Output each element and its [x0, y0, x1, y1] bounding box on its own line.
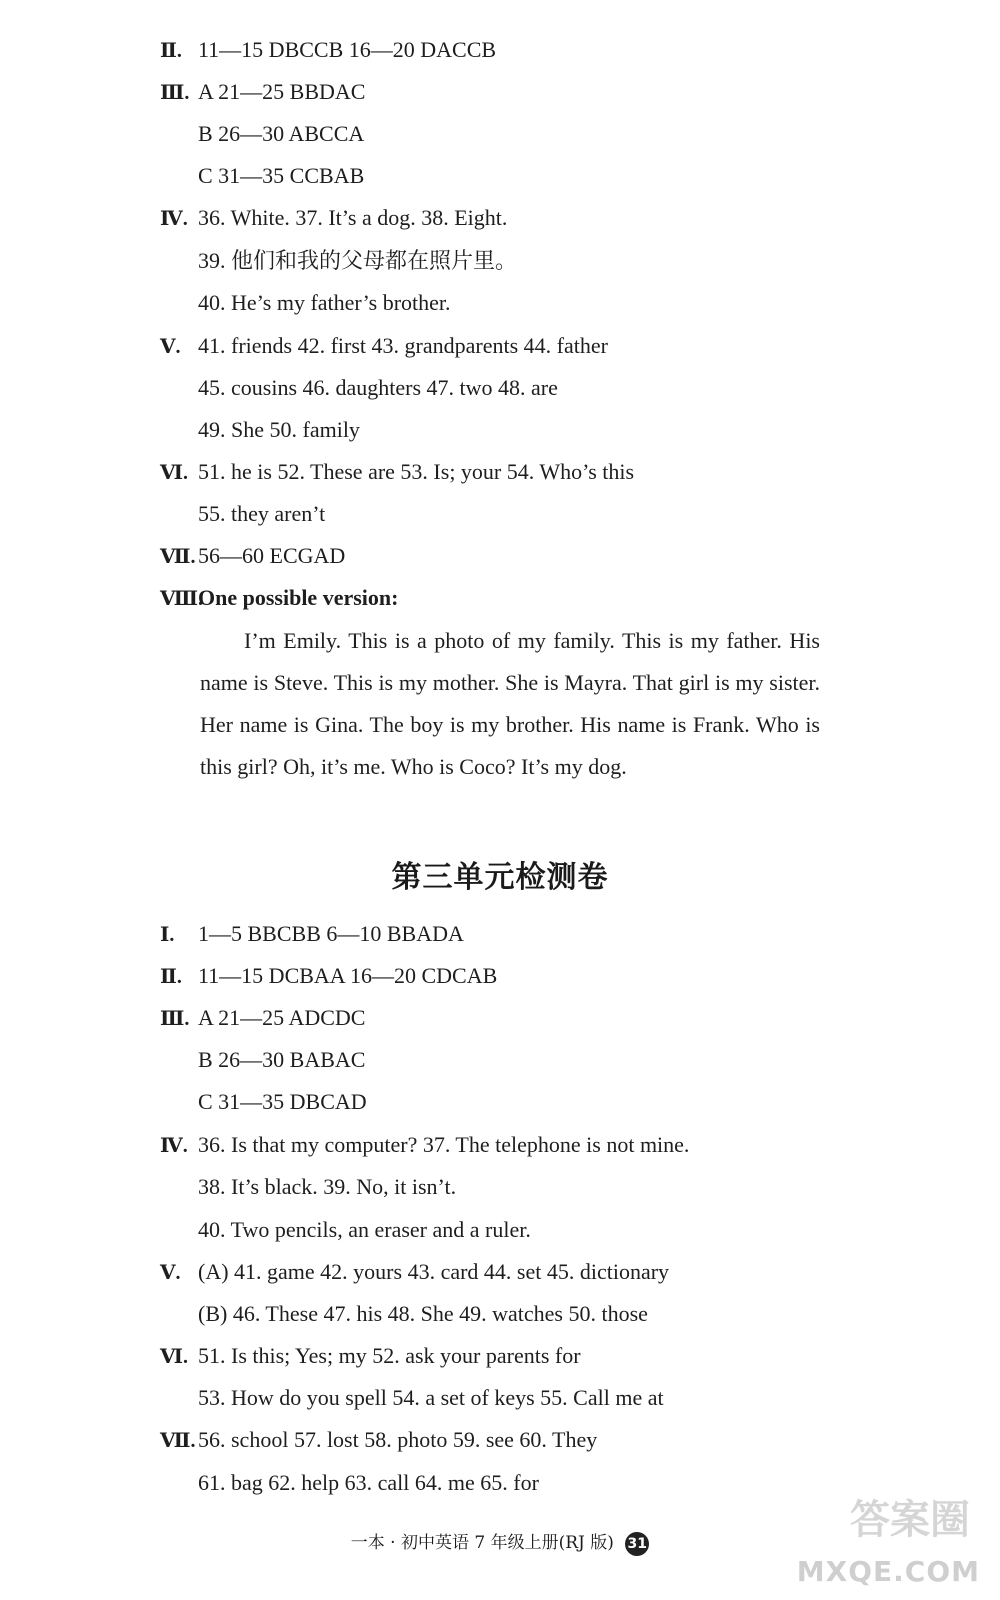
answer-text: 1—5 BBCBB 6—10 BBADA	[198, 921, 464, 946]
answer-line	[160, 1422, 980, 1458]
answer-line	[160, 116, 980, 152]
answer-line	[160, 1380, 980, 1416]
answer-line	[160, 285, 980, 321]
answer-line	[160, 1169, 980, 1205]
answer-text: 61. bag 62. help 63. call 64. me 65. for	[198, 1470, 539, 1495]
footer-text: 一本 · 初中英语 7 年级上册(RJ 版)	[350, 1533, 614, 1553]
section-title: 第三单元检测卷	[391, 860, 609, 895]
answer-text: 40. Two pencils, an eraser and a ruler.	[198, 1217, 531, 1242]
answer-line	[160, 496, 980, 532]
answer-text: One possible version:	[198, 585, 399, 610]
answer-line	[160, 32, 980, 68]
section-number: Ⅲ.	[160, 82, 190, 104]
answer-line	[160, 1084, 980, 1120]
answer-text: 11—15 DBCCB 16—20 DACCB	[198, 37, 497, 62]
answer-text: 55. they aren’t	[198, 501, 326, 526]
watermark	[796, 1488, 980, 1588]
answer-line	[160, 1127, 980, 1163]
answer-text: 40. He’s my father’s brother.	[198, 290, 451, 315]
answer-text: 51. Is this; Yes; my 52. ask your parents for	[198, 1343, 581, 1368]
answer-text: B 26—30 BABAC	[198, 1047, 366, 1072]
section-number: Ⅱ.	[160, 40, 182, 62]
answer-line	[160, 454, 980, 490]
answer-text: 56. school 57. lost 58. photo 59. see 60. They	[198, 1427, 598, 1452]
answer-text: 36. Is that my computer? 37. The telephone is not mine.	[198, 1132, 690, 1157]
answer-text: 39. 他们和我的父母都在照片里。	[198, 248, 518, 273]
answer-text: B 26—30 ABCCA	[198, 121, 365, 146]
answer-text: 41. friends 42. first 43. grandparents 44. father	[198, 333, 608, 358]
answer-line	[160, 916, 980, 952]
answer-text: C 31—35 CCBAB	[198, 163, 365, 188]
section-number: Ⅷ.	[160, 588, 203, 610]
answer-line	[160, 74, 980, 110]
answer-text: 45. cousins 46. daughters 47. two 48. are	[198, 375, 558, 400]
section-number: Ⅴ.	[160, 1262, 181, 1284]
section-number: Ⅱ.	[160, 966, 182, 988]
answer-line	[160, 1338, 980, 1374]
sample-essay: I’m Emily. This is a photo of my family. This is my father. His name is Steve. This is my mother. She is Mayra. That girl is my sister. Her name is Gina. The boy is my brother. His name is Frank. Who is this girl? Oh, it’s me. Who is Coco? It’s my dog.	[200, 628, 820, 779]
section-number: Ⅳ.	[160, 1135, 188, 1157]
answer-text: 11—15 DCBAA 16—20 CDCAB	[198, 963, 498, 988]
section-number: Ⅰ.	[160, 924, 175, 946]
page-number: 31	[625, 1532, 649, 1556]
watermark-logo: 答案圈	[850, 1497, 970, 1543]
watermark-text: MXQE.COM	[796, 1555, 980, 1588]
answer-line	[160, 1296, 980, 1332]
section-number: Ⅵ.	[160, 1346, 188, 1368]
section-number: Ⅳ.	[160, 208, 188, 230]
answer-text: 38. It’s black. 39. No, it isn’t.	[198, 1174, 457, 1199]
answer-text: 49. She 50. family	[198, 417, 360, 442]
answer-text: A 21—25 BBDAC	[198, 79, 366, 104]
answer-text: (A) 41. game 42. yours 43. card 44. set 45. dictionary	[198, 1259, 670, 1284]
answer-line	[160, 243, 980, 279]
answer-line	[160, 158, 980, 194]
answer-text: 56—60 ECGAD	[198, 543, 346, 568]
answer-line	[160, 1254, 980, 1290]
section-number: Ⅲ.	[160, 1008, 190, 1030]
answer-line	[160, 1000, 980, 1036]
answer-line	[160, 538, 980, 574]
answer-line	[160, 1212, 980, 1248]
answer-text: 53. How do you spell 54. a set of keys 55. Call me at	[198, 1385, 664, 1410]
answer-line	[160, 958, 980, 994]
answer-text: A 21—25 ADCDC	[198, 1005, 366, 1030]
section-number: Ⅴ.	[160, 336, 181, 358]
section-number: Ⅵ.	[160, 462, 188, 484]
answer-line	[160, 412, 980, 448]
answer-text: 36. White. 37. It’s a dog. 38. Eight.	[198, 205, 508, 230]
answer-text: (B) 46. These 47. his 48. She 49. watches 50. those	[198, 1301, 648, 1326]
section-number: Ⅶ.	[160, 1430, 196, 1452]
answer-line	[160, 370, 980, 406]
answer-line	[160, 580, 980, 616]
section-number: Ⅶ.	[160, 546, 196, 568]
answer-line	[160, 328, 980, 364]
answer-line	[160, 1042, 980, 1078]
answer-line	[160, 200, 980, 236]
answer-text: 51. he is 52. These are 53. Is; your 54. Who’s this	[198, 459, 635, 484]
answer-text: C 31—35 DBCAD	[198, 1089, 367, 1114]
